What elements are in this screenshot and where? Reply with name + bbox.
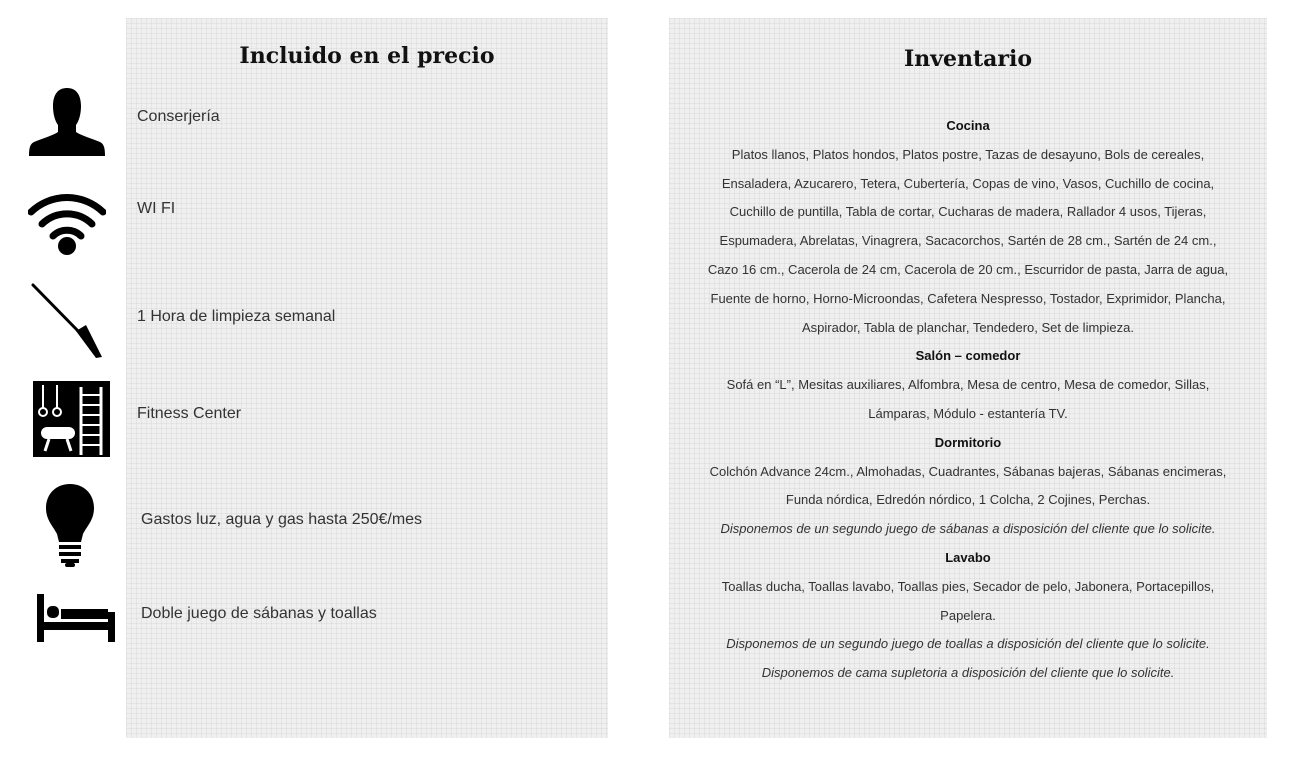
section-note: Disponemos de cama supletoria a disposición del cliente que lo solicite. (761, 665, 1175, 681)
section-title: Cocina (946, 118, 990, 133)
wifi-icon (28, 192, 106, 258)
section-line: Sofá en “L”, Mesitas auxiliares, Alfombra, Mesa de centro, Mesa de comedor, Sillas, (726, 377, 1210, 393)
section-line: Espumadera, Abrelatas, Vinagrera, Sacacorchos, Sartén de 28 cm., Sartén de 24 cm., (719, 233, 1217, 249)
inventory-panel (669, 18, 1267, 738)
section-line: Fuente de horno, Horno-Microondas, Cafetera Nespresso, Tostador, Exprimidor, Plancha, (710, 290, 1226, 306)
inventory-title: Inventario (903, 46, 1033, 72)
section-note: Disponemos de un segundo juego de toallas a disposición del cliente que lo solicite. (726, 636, 1210, 652)
section-line: Aspirador, Tabla de planchar, Tendedero, Set de limpieza. (802, 319, 1134, 335)
section-line: Cazo 16 cm., Cacerola de 24 cm, Cacerola de 20 cm., Escurridor de pasta, Jarra de agua, (707, 261, 1229, 277)
inventory-section-bedroom (669, 429, 1267, 544)
section-note: Disponemos de un segundo juego de sábanas a disposición del cliente que lo solicite. (720, 521, 1216, 537)
gym-icon (33, 381, 110, 457)
inventory-section-living-room (669, 342, 1267, 428)
amenity-label-linens: Doble juego de sábanas y toallas (141, 605, 377, 622)
inventory-list (669, 112, 1267, 688)
section-title: Salón – comedor (915, 348, 1021, 364)
person-icon (28, 86, 106, 156)
section-line: Cuchillo de puntilla, Tabla de cortar, Cucharas de madera, Rallador 4 usos, Tijeras, (729, 204, 1207, 220)
amenity-label-utilities: Gastos luz, agua y gas hasta 250€/mes (141, 511, 423, 528)
amenity-label-concierge: Conserjería (137, 108, 220, 125)
section-line: Colchón Advance 24cm., Almohadas, Cuadrantes, Sábanas bajeras, Sábanas encimeras, (709, 463, 1227, 479)
section-line: Toallas ducha, Toallas lavabo, Toallas pies, Secador de pelo, Jabonera, Portacepillos, (721, 578, 1215, 594)
section-line: Platos llanos, Platos hondos, Platos postre, Tazas de desayuno, Bols de cereales, (731, 146, 1205, 162)
section-title: Lavabo (945, 549, 991, 565)
included-title: Incluido en el precio (239, 43, 495, 69)
section-title: Dormitorio (934, 434, 1002, 450)
inventory-section-bathroom (669, 544, 1267, 688)
section-line: Ensaladera, Azucarero, Tetera, Cubertería, Copas de vino, Vasos, Cuchillo de cocina, (721, 175, 1215, 191)
inventory-section-kitchen (669, 112, 1267, 342)
section-line: Funda nórdica, Edredón nórdico, 1 Colcha, 2 Cojines, Perchas. (785, 492, 1151, 508)
section-line: Papelera. (940, 607, 996, 623)
amenity-label-fitness: Fitness Center (137, 405, 242, 422)
amenity-label-cleaning: 1 Hora de limpieza semanal (137, 308, 336, 325)
broom-icon (30, 283, 104, 359)
bed-icon (37, 594, 115, 642)
lightbulb-icon (44, 482, 96, 568)
amenity-label-wifi: WI FI (137, 200, 176, 217)
section-line: Lámparas, Módulo - estantería TV. (868, 405, 1068, 421)
included-panel (126, 18, 608, 738)
